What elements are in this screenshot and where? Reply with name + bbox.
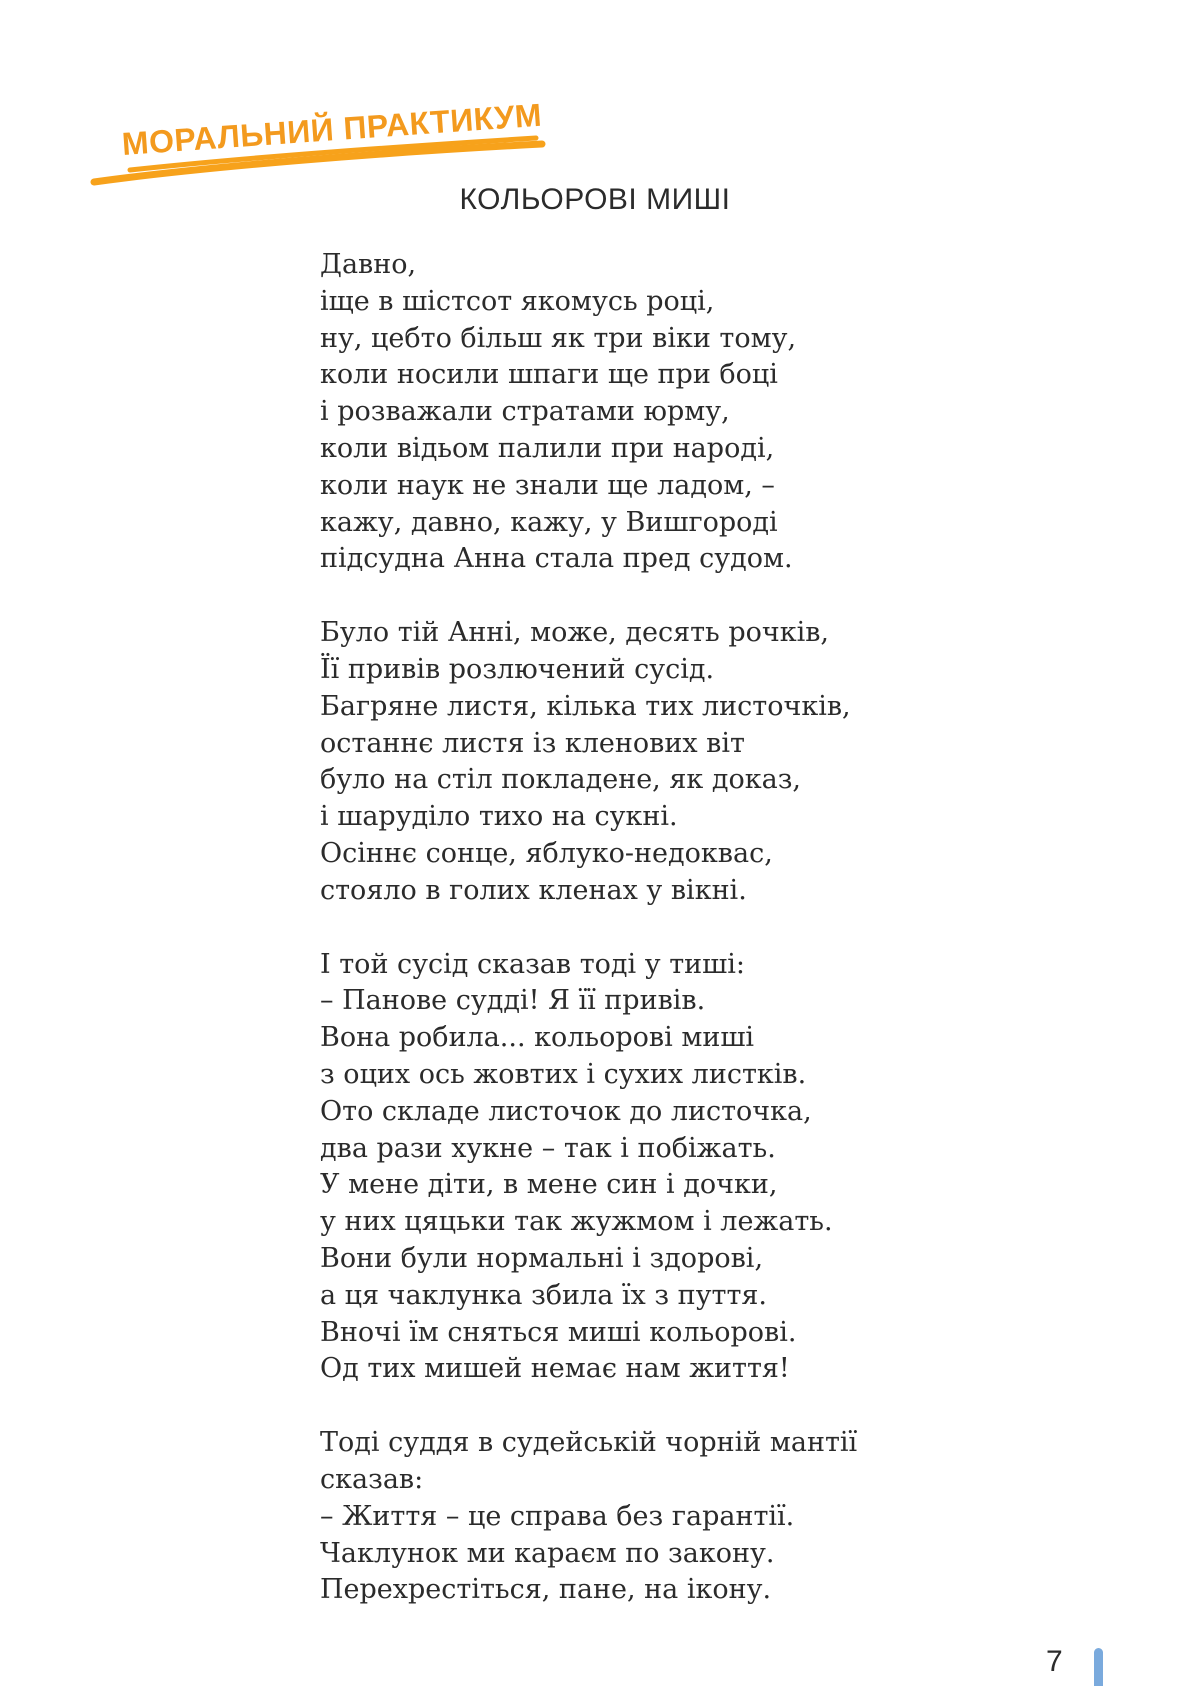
poem-line: у них цяцьки так жужмом і лежать. xyxy=(320,1206,833,1238)
poem-line: Її привів розлючений сусід. xyxy=(320,653,715,685)
poem-line: Тоді суддя в судейській чорній мантії xyxy=(320,1427,858,1459)
poem-line: ну, цебто більш як три віки тому, xyxy=(320,322,797,354)
section-label: МОРАЛЬНИЙ ПРАКТИКУМ xyxy=(120,96,544,162)
poem-line: У мене діти, в мене син і дочки, xyxy=(320,1169,778,1201)
poem-line: останнє листя із кленових віт xyxy=(320,727,745,759)
poem-line: два рази хукне – так і побіжать. xyxy=(320,1132,776,1164)
stanza xyxy=(320,947,1080,1389)
poem-line: сказав: xyxy=(320,1463,424,1495)
poem-title: КОЛЬОРОВІ МИШІ xyxy=(459,183,731,216)
poem-line: з оцих ось жовтих і сухих листків. xyxy=(320,1058,807,1090)
poem-line: Вона робила... кольорові миші xyxy=(320,1022,755,1054)
stanza xyxy=(320,247,1080,578)
poem-line: Було тій Анні, може, десять рочків, xyxy=(320,617,830,649)
poem-line: кажу, давно, кажу, у Вишгороді xyxy=(320,506,778,538)
poem-line: а ця чаклунка збила їх з пуття. xyxy=(320,1279,768,1311)
poem-line: – Панове судді! Я її привів. xyxy=(320,985,706,1017)
page-edge-marker xyxy=(1094,1648,1103,1686)
poem-line: Чаклунок ми караєм по закону. xyxy=(320,1537,775,1569)
poem-line: Вночі їм сняться миші кольорові. xyxy=(320,1316,797,1348)
poem-line: коли наук не знали ще ладом, – xyxy=(320,469,775,501)
poem-line: Осіннє сонце, яблуко-недоквас, xyxy=(320,837,773,869)
poem-line: коли відьом палили при народі, xyxy=(320,432,775,464)
poem-line: Ото складе листочок до листочка, xyxy=(320,1095,812,1127)
poem-line: Од тих мишей немає нам життя! xyxy=(320,1353,790,1385)
poem-line: стояло в голих кленах у вікні. xyxy=(320,874,747,906)
poem-line: підсудна Анна стала пред судом. xyxy=(320,543,793,575)
poem-line: Багряне листя, кілька тих листочків, xyxy=(320,690,851,722)
poem-line: Давно, xyxy=(320,249,417,280)
poem-line: іще в шістсот якомусь році, xyxy=(320,285,715,317)
poem-line: і розважали стратами юрму, xyxy=(320,396,730,428)
poem-line: Перехрестіться, пане, на ікону. xyxy=(320,1574,772,1606)
page-number: 7 xyxy=(1046,1645,1063,1678)
poem-line: коли носили шпаги ще при боці xyxy=(320,359,778,391)
poem-line: було на стіл покладене, як доказ, xyxy=(320,764,802,796)
poem-line: І той сусід сказав тоді у тиші: xyxy=(320,948,745,980)
poem-body xyxy=(320,247,1080,1646)
poem-line: Вони були нормальні і здорові, xyxy=(320,1242,764,1274)
poem-line: – Життя – це справа без гарантії. xyxy=(320,1500,795,1532)
stanza xyxy=(320,1425,1080,1609)
stanza xyxy=(320,615,1080,909)
poem-line: і шаруділо тихо на сукні. xyxy=(320,801,678,833)
